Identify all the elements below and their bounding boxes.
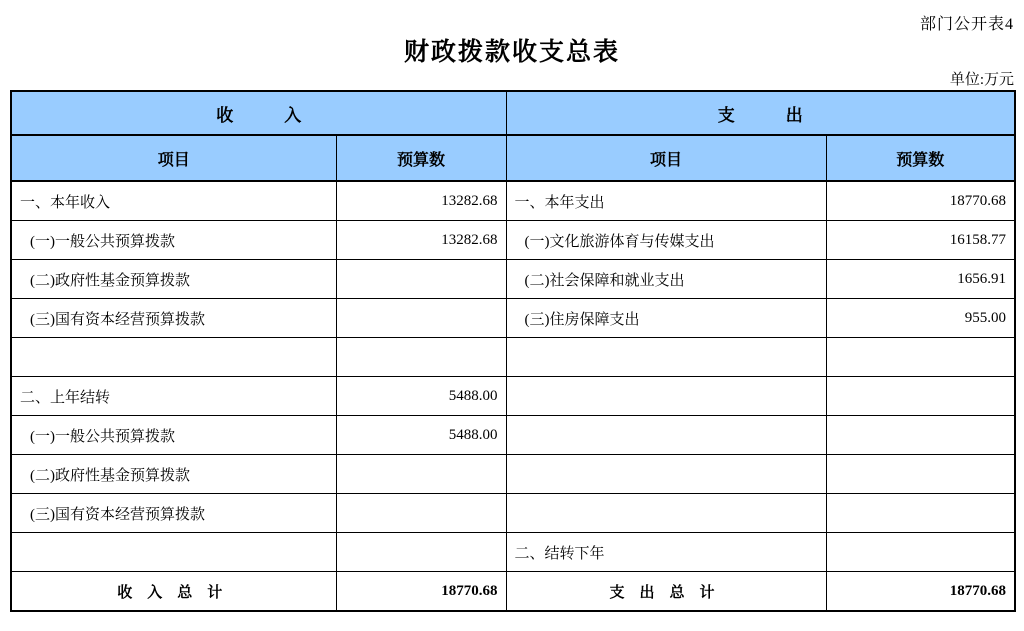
income-group-header: 收 入 — [11, 91, 506, 135]
table-row — [11, 299, 1015, 338]
expense-budget-header: 预算数 — [826, 135, 1015, 181]
expense-group-header: 支 出 — [506, 91, 1015, 135]
income-value-cell: 13282.68 — [336, 181, 506, 221]
expense-item-header: 项目 — [506, 135, 826, 181]
expense-value-cell — [826, 377, 1015, 416]
expense-item-cell: (一)文化旅游体育与传媒支出 — [506, 221, 826, 260]
expense-value-cell — [826, 416, 1015, 455]
income-item-cell: (二)政府性基金预算拨款 — [11, 455, 336, 494]
income-total-label: 收 入 总 计 — [11, 572, 336, 612]
expense-value-cell: 955.00 — [826, 299, 1015, 338]
income-item-cell — [11, 533, 336, 572]
income-item-cell: (三)国有资本经营预算拨款 — [11, 299, 336, 338]
budget-table — [10, 90, 1016, 612]
income-item-cell — [11, 338, 336, 377]
expense-item-cell: (三)住房保障支出 — [506, 299, 826, 338]
income-value-cell: 13282.68 — [336, 221, 506, 260]
expense-item-cell — [506, 338, 826, 377]
income-item-cell: 一、本年收入 — [11, 181, 336, 221]
total-row — [11, 572, 1015, 612]
income-value-cell — [336, 260, 506, 299]
income-item-cell: (二)政府性基金预算拨款 — [11, 260, 336, 299]
page-title: 财政拨款收支总表 — [403, 38, 620, 66]
expense-total-value: 18770.68 — [826, 572, 1015, 612]
table-row — [11, 260, 1015, 299]
expense-value-cell — [826, 533, 1015, 572]
column-header-row — [11, 135, 1015, 181]
income-value-cell — [336, 494, 506, 533]
income-item-cell: (一)一般公共预算拨款 — [11, 221, 336, 260]
table-row — [11, 416, 1015, 455]
income-item-cell: (三)国有资本经营预算拨款 — [11, 494, 336, 533]
expense-item-cell — [506, 455, 826, 494]
income-item-cell: 二、上年结转 — [11, 377, 336, 416]
table-row — [11, 377, 1015, 416]
table-row — [11, 181, 1015, 221]
expense-value-cell: 16158.77 — [826, 221, 1015, 260]
income-value-cell: 5488.00 — [336, 416, 506, 455]
income-item-cell: (一)一般公共预算拨款 — [11, 416, 336, 455]
income-value-cell — [336, 338, 506, 377]
group-header-row — [11, 91, 1015, 135]
expense-item-cell: 二、结转下年 — [506, 533, 826, 572]
expense-value-cell: 1656.91 — [826, 260, 1015, 299]
income-value-cell: 5488.00 — [336, 377, 506, 416]
table-row — [11, 338, 1015, 377]
income-budget-header: 预算数 — [336, 135, 506, 181]
income-value-cell — [336, 533, 506, 572]
expense-item-cell — [506, 377, 826, 416]
expense-item-cell: (二)社会保障和就业支出 — [506, 260, 826, 299]
expense-item-cell — [506, 494, 826, 533]
expense-value-cell — [826, 494, 1015, 533]
unit-label: 单位:万元 — [949, 72, 1014, 88]
table-row — [11, 494, 1015, 533]
income-value-cell — [336, 299, 506, 338]
income-value-cell — [336, 455, 506, 494]
table-row — [11, 533, 1015, 572]
expense-value-cell: 18770.68 — [826, 181, 1015, 221]
income-total-value: 18770.68 — [336, 572, 506, 612]
expense-total-label: 支 出 总 计 — [506, 572, 826, 612]
expense-value-cell — [826, 338, 1015, 377]
expense-item-cell — [506, 416, 826, 455]
expense-value-cell — [826, 455, 1015, 494]
expense-item-cell: 一、本年支出 — [506, 181, 826, 221]
income-item-header: 项目 — [11, 135, 336, 181]
table-row — [11, 455, 1015, 494]
table-row — [11, 221, 1015, 260]
corner-label: 部门公开表4 — [919, 16, 1014, 33]
